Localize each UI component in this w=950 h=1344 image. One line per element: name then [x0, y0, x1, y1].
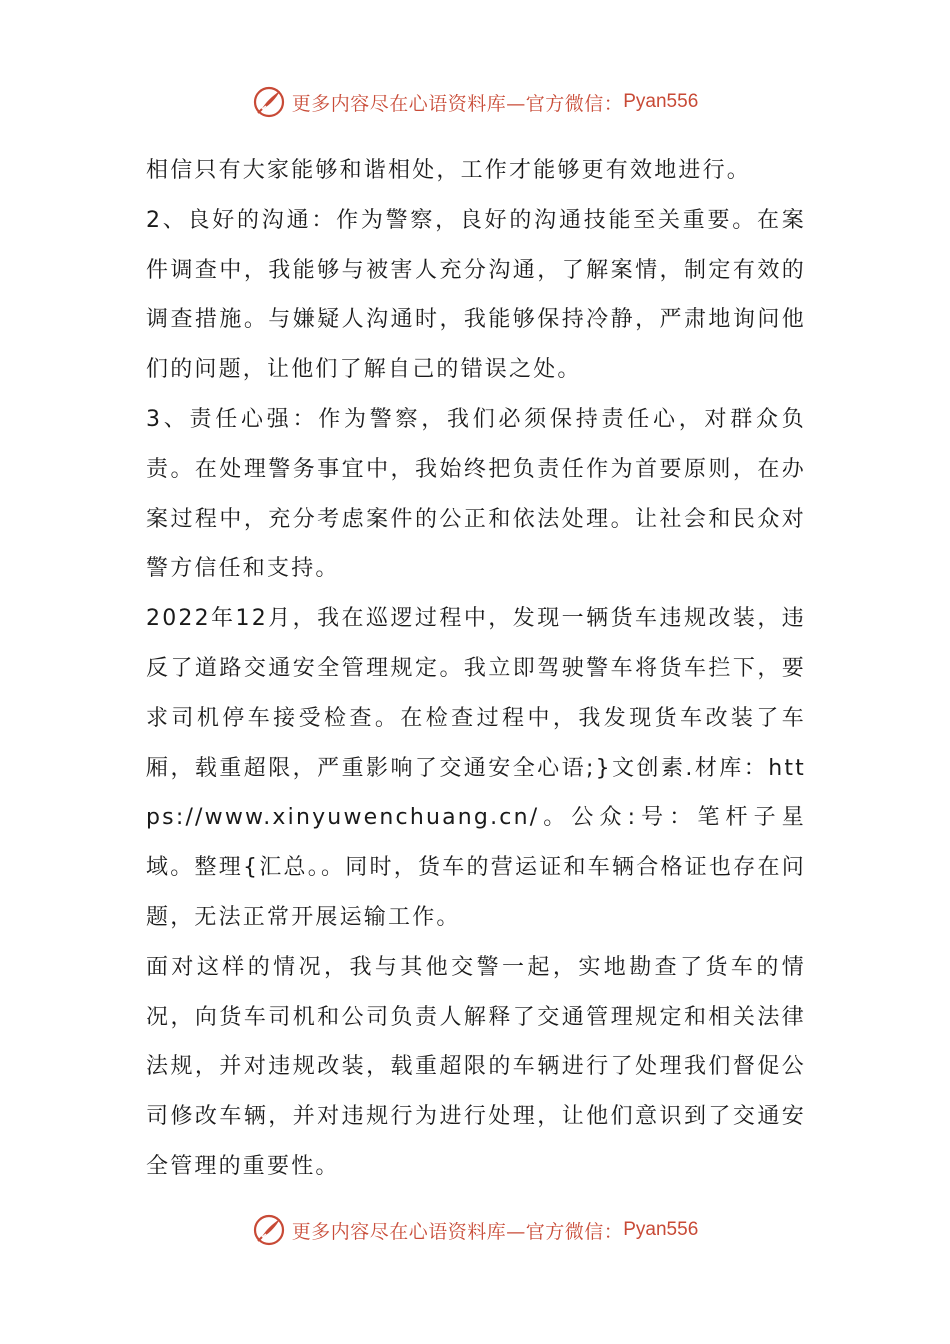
header-site-text: 更多内容尽在心语资料库—官方微信： [291, 92, 624, 115]
paragraph-5: 面对这样的情况，我与其他交警一起，实地勘查了货车的情况，向货车司机和公司负责人解释了交通管理规定和相关法律法规，并对违规改装，载重超限的车辆进行了处理我们督促公司修改车辆，并对违规行为进行处理，让他们意识到了交通安全管理的重要性。 [146, 954, 806, 1179]
footer-banner [0, 1208, 950, 1252]
paragraph-3: 3、责任心强：作为警察，我们必须保持责任心，对群众负责。在处理警务事宜中，我始终把负责任作为首要原则，在办案过程中，充分考虑案件的公正和依法处理。让社会和民众对警方信任和支持。 [146, 406, 806, 582]
paragraph-4: 2022年12月，我在巡逻过程中，发现一辆货车违规改装，违反了道路交通安全管理规定。我立即驾驶警车将货车拦下，要求司机停车接受检查。在检查过程中，我发现货车改装了车厢，载重超限，严重影响了交通安全心语;}文创素.材库：https://www.xinyuwenchuang.cn/。公众:号：笔杆子星域。整理{汇总。。同时，货车的营运证和车辆合格证也存在问题，无法正常开展运输工作。 [146, 606, 806, 930]
quill-logo-icon [252, 1213, 286, 1247]
header-wechat-id: Pyan556 [623, 91, 699, 112]
paragraph-1: 相信只有大家能够和谐相处，工作才能够更有效地进行。 [146, 158, 752, 183]
document-body [146, 146, 806, 1192]
footer-site-text: 更多内容尽在心语资料库—官方微信： [291, 1220, 624, 1243]
footer-wechat-id: Pyan556 [623, 1219, 699, 1240]
paragraph-2: 2、良好的沟通：作为警察，良好的沟通技能至关重要。在案件调查中，我能够与被害人充分沟通，了解案情，制定有效的调查措施。与嫌疑人沟通时，我能够保持冷静，严肃地询问他们的问题，让他们了解自己的错误之处。 [146, 207, 806, 383]
quill-logo-icon [252, 85, 286, 119]
header-banner [0, 80, 950, 124]
